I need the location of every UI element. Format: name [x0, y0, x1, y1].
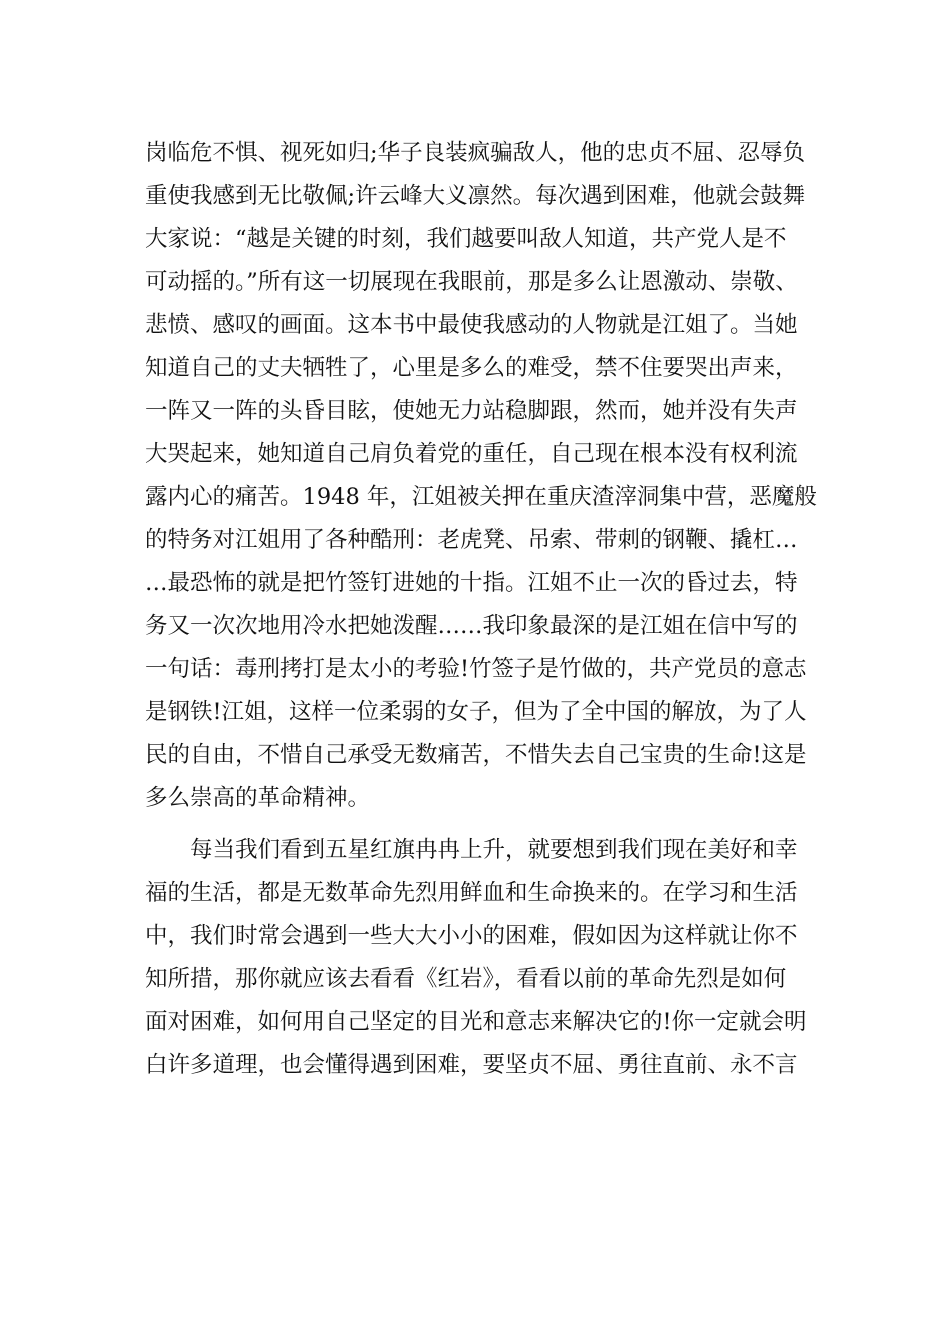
text-line: 悲愤、感叹的画面。这本书中最使我感动的人物就是江姐了。当她	[145, 312, 798, 338]
text-line: 是钢铁!江姐，这样一位柔弱的女子，但为了全中国的解放，为了人	[145, 699, 807, 725]
text-line: 的特务对江姐用了各种酷刑：老虎凳、吊索、带刺的钢鞭、撬杠…	[145, 527, 798, 553]
text-line: 福的生活，都是无数革命先烈用鲜血和生命换来的。在学习和生活	[145, 880, 798, 906]
text-line: 一句话：毒刑拷打是太小的考验!竹签子是竹做的，共产党员的意志	[145, 656, 807, 682]
text-line: 一阵又一阵的头昏目眩，使她无力站稳脚跟，然而，她并没有失声	[145, 398, 798, 424]
text-line: …最恐怖的就是把竹签钉进她的十指。江姐不止一次的昏过去，特	[145, 570, 798, 596]
text-line: 知道自己的丈夫牺牲了，心里是多么的难受，禁不住要哭出声来，	[145, 355, 798, 381]
text-line: 面对困难，如何用自己坚定的目光和意志来解决它的!你一定就会明	[145, 1009, 807, 1035]
text-line: 多么崇高的革命精神。	[145, 785, 371, 811]
text-line: 中，我们时常会遇到一些大大小小的困难，假如因为这样就让你不	[145, 923, 798, 949]
text-line: 大哭起来，她知道自己肩负着党的重任，自己现在根本没有权利流	[145, 441, 798, 467]
paragraph-first-line: 每当我们看到五星红旗冉冉上升，就要想到我们现在美好和幸	[190, 837, 798, 863]
text-line: 民的自由，不惜自己承受无数痛苦，不惜失去自己宝贵的生命!这是	[145, 742, 807, 768]
text-line: 知所措，那你就应该去看看《红岩》，看看以前的革命先烈是如何	[145, 966, 787, 992]
text-line: 务又一次次地用冷水把她泼醒……我印象最深的是江姐在信中写的	[145, 613, 798, 639]
text-line: 白许多道理，也会懂得遇到困难，要坚贞不屈、勇往直前、永不言	[145, 1052, 798, 1078]
text-line: 大家说：“越是关键的时刻，我们越要叫敌人知道，共产党人是不	[145, 226, 787, 252]
text-line: 岗临危不惧、视死如归;华子良装疯骗敌人，他的忠贞不屈、忍辱负	[145, 140, 806, 166]
text-line: 重使我感到无比敬佩;许云峰大义凛然。每次遇到困难，他就会鼓舞	[145, 183, 806, 209]
text-line: 露内心的痛苦。1948 年，江姐被关押在重庆渣滓洞集中营，恶魔般	[145, 484, 817, 510]
text-line: 可动摇的。”所有这一切展现在我眼前，那是多么让恩激动、崇敬、	[145, 269, 798, 295]
body-text	[145, 132, 835, 1087]
